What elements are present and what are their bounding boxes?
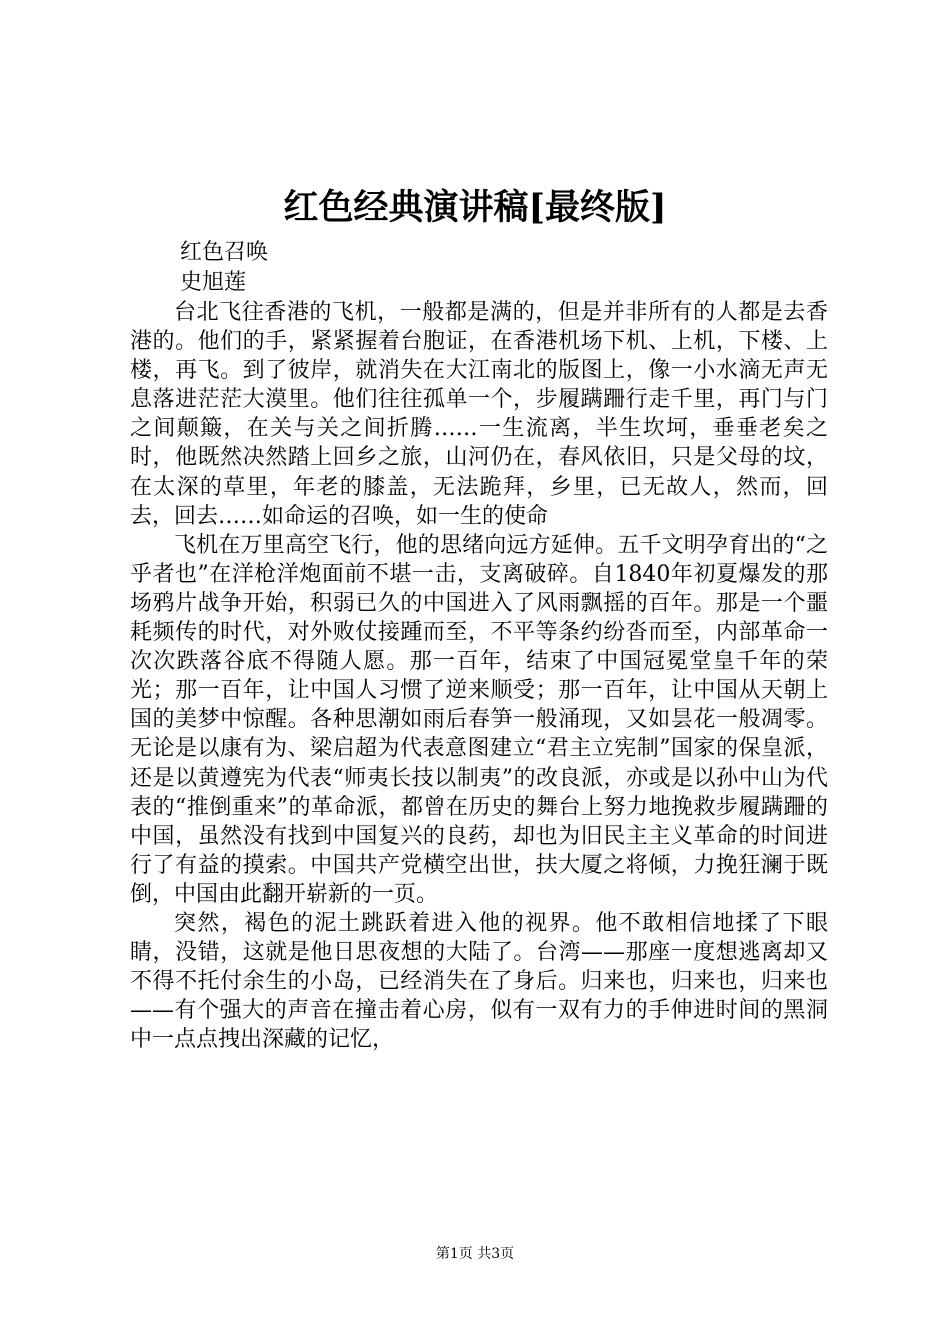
author-name: 史旭莲 — [180, 270, 247, 295]
paragraph: 台北飞往香港的飞机，一般都是满的，但是并非所有的人都是去香港的。他们的手，紧紧握着台胞证，在香港机场下机、上机，下楼、上楼，再飞。到了彼岸，就消失在大江南北的版图上，像一小水滴无声无息落进茫茫大漠里。他们往往孤单一个，步履蹒跚行走千里，再门与门之间颠簸，在关与关之间折腾……一生流离，半生坎坷，垂垂老矣之时，他既然决然踏上回乡之旅，山河仍在，春风依旧，只是父母的坟，在太深的草里，年老的膝盖，无法跪拜，乡里，已无故人，然而，回去，回去……如命运的召唤，如一生的使命 — [130, 300, 828, 529]
document-body — [130, 298, 828, 1054]
paragraph: 突然，褐色的泥土跳跃着进入他的视界。他不敢相信地揉了下眼睛，没错，这就是他日思夜想的大陆了。台湾——那座一度想逃离却又不得不托付余生的小岛，已经消失在了身后。归来也，归来也，归来也——有个强大的声音在撞击着心房，似有一双有力的手伸进时间的黑洞中一点点拽出深藏的记忆， — [130, 910, 828, 1053]
document-title: 红色经典演讲稿[最终版] — [283, 187, 667, 228]
speech-subtitle: 红色召唤 — [180, 240, 269, 265]
page-footer: 第1页 共3页 — [435, 1246, 515, 1262]
paragraph: 飞机在万里高空飞行，他的思绪向远方延伸。五千文明孕育出的“之乎者也”在洋枪洋炮面前不堪一击，支离破碎。自1840年初夏爆发的那场鸦片战争开始，积弱已久的中国进入了风雨飘摇的百年。那是一个噩耗频传的时代，对外败仗接踵而至，不平等条约纷沓而至，内部革命一次次跌落谷底不得随人愿。那一百年，结束了中国冠冕堂皇千年的荣光；那一百年，让中国人习惯了逆来顺受；那一百年，让中国从天朝上国的美梦中惊醒。各种思潮如雨后春笋一般涌现，又如昙花一般凋零。无论是以康有为、梁启超为代表意图建立“君主立宪制”国家的保皇派，还是以黄遵宪为代表“师夷长技以制夷”的改良派，亦或是以孙中山为代表的“推倒重来”的革命派，都曾在历史的舞台上努力地挽救步履蹒跚的中国，虽然没有找到中国复兴的良药，却也为旧民主主义革命的时间进行了有益的摸索。中国共产党横空出世，扶大厦之将倾，力挽狂澜于既倒，中国由此翻开崭新的一页。 — [130, 532, 828, 907]
